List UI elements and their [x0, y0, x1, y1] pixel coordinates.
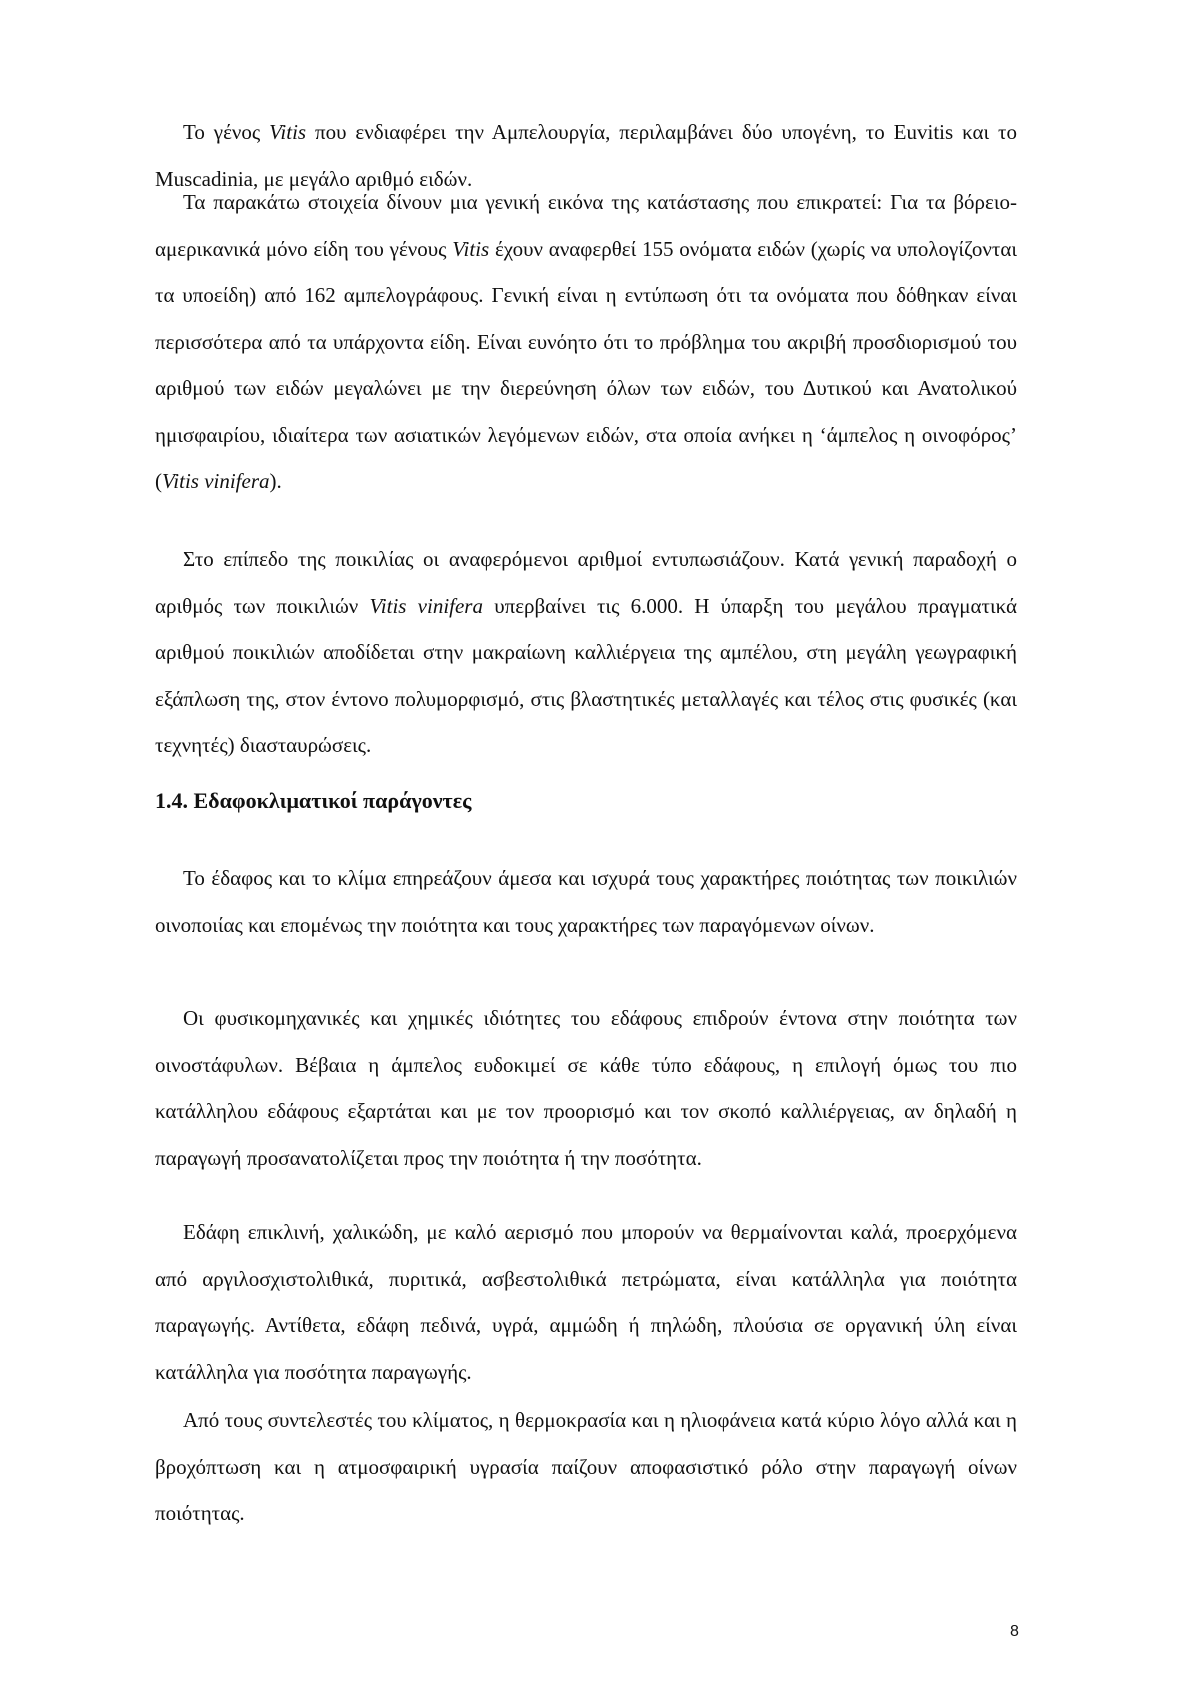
- paragraph-soil-climate: [155, 855, 1017, 948]
- italic-term: Vitis vinifera: [162, 469, 270, 493]
- text-run: που ενδιαφέρει την Αμπελουργία, περιλαμβάνει δύο υπογένη, το Euvitis και το Muscadinia, με μεγάλο αριθμό ειδών.: [155, 120, 1017, 191]
- paragraph-climate-factors: [155, 1397, 1017, 1537]
- paragraph-species-names: [155, 179, 1017, 505]
- text-run: Οι φυσικομηχανικές και χημικές ιδιότητες του εδάφους επιδρούν έντονα στην ποιότητα των οινοστάφυλων. Βέβαια η άμπελος ευδοκιμεί σε κάθε τύπο εδάφους, η επιλογή όμως του πιο κατάλληλου εδάφους εξαρτάται και με τον προορισμό και τον σκοπό καλλιέργειας, αν δηλαδή η παραγωγή προσανατολίζεται προς την ποιότητα ή την ποσότητα.: [155, 1006, 1017, 1170]
- text-run: έχουν αναφερθεί 155 ονόματα ειδών (χωρίς να υπολογίζονται τα υποείδη) από 162 αμπελογράφους. Γενική είναι η εντύπωση ότι τα ονόματα που δόθηκαν είναι περισσότερα από τα υπάρχοντα είδη. Είναι ευνόητο ότι το πρόβλημα του ακριβή προσδιορισμού του αριθμού των ειδών μεγαλώνει με την διερεύνηση όλων των ειδών, του Δυτικού και Ανατολικού ημισφαιρίου, ιδιαίτερα των ασιατικών λεγόμενων ειδών, στα οποία ανήκει η ‘άμπελος η οινοφόρος’ (: [155, 236, 1017, 493]
- text-run: Το γένος: [183, 120, 270, 144]
- text-run: Στο επίπεδο της ποικιλίας οι αναφερόμενοι αριθμοί εντυπωσιάζουν. Κατά γενική παραδοχή ο αριθμός των ποικιλιών: [155, 547, 1017, 618]
- paragraph-soil-properties: [155, 995, 1017, 1181]
- paragraph-variety-count: [155, 536, 1017, 769]
- italic-term: Vitis: [269, 120, 307, 144]
- text-run: υπερβαίνει τις 6.000. Η ύπαρξη του μεγάλου πραγματικά αριθμού ποικιλιών αποδίδεται στην μακραίωνη καλλιέργεια της αμπέλου, στη μεγάλη γεωγραφική εξάπλωση της, στον έντονο πολυμορφισμό, στις βλαστητικές μεταλλαγές και τέλος στις φυσικές (και τεχνητές) διασταυρώσεις.: [155, 593, 1017, 757]
- text-run: Από τους συντελεστές του κλίματος, η θερμοκρασία και η ηλιοφάνεια κατά κύριο λόγο αλλά και η βροχόπτωση και η ατμοσφαιρική υγρασία παίζουν αποφασιστικό ρόλο στην παραγωγή οίνων ποιότητας.: [155, 1408, 1017, 1525]
- text-run: Το έδαφος και το κλίμα επηρεάζουν άμεσα και ισχυρά τους χαρακτήρες ποιότητας των ποικιλιών οινοποιίας και επομένως την ποιότητα και τους χαρακτήρες των παραγόμενων οίνων.: [155, 866, 1017, 937]
- text-run: Εδάφη επικλινή, χαλικώδη, με καλό αερισμό που μπορούν να θερμαίνονται καλά, προερχόμενα από αργιλοσχιστολιθικά, πυριτικά, ασβεστολιθικά πετρώματα, είναι κατάλληλα για ποιότητα παραγωγής. Αντίθετα, εδάφη πεδινά, υγρά, αμμώδη ή πηλώδη, πλούσια σε οργανική ύλη είναι κατάλληλα για ποσότητα παραγωγής.: [155, 1220, 1017, 1384]
- paragraph-soil-types: [155, 1209, 1017, 1395]
- section-heading: 1.4. Εδαφοκλιματικοί παράγοντες: [155, 788, 472, 813]
- text-run: ).: [269, 469, 282, 493]
- italic-term: Vitis: [452, 236, 490, 261]
- text-run: Τα παρακάτω στοιχεία δίνουν μια γενική εικόνα της κατάστασης που επικρατεί: Για τα βόρειο-αμερικανικά μόνο είδη του γένους: [155, 190, 1017, 261]
- page-number: 8: [1010, 1623, 1019, 1640]
- italic-term: Vitis vinifera: [369, 593, 483, 618]
